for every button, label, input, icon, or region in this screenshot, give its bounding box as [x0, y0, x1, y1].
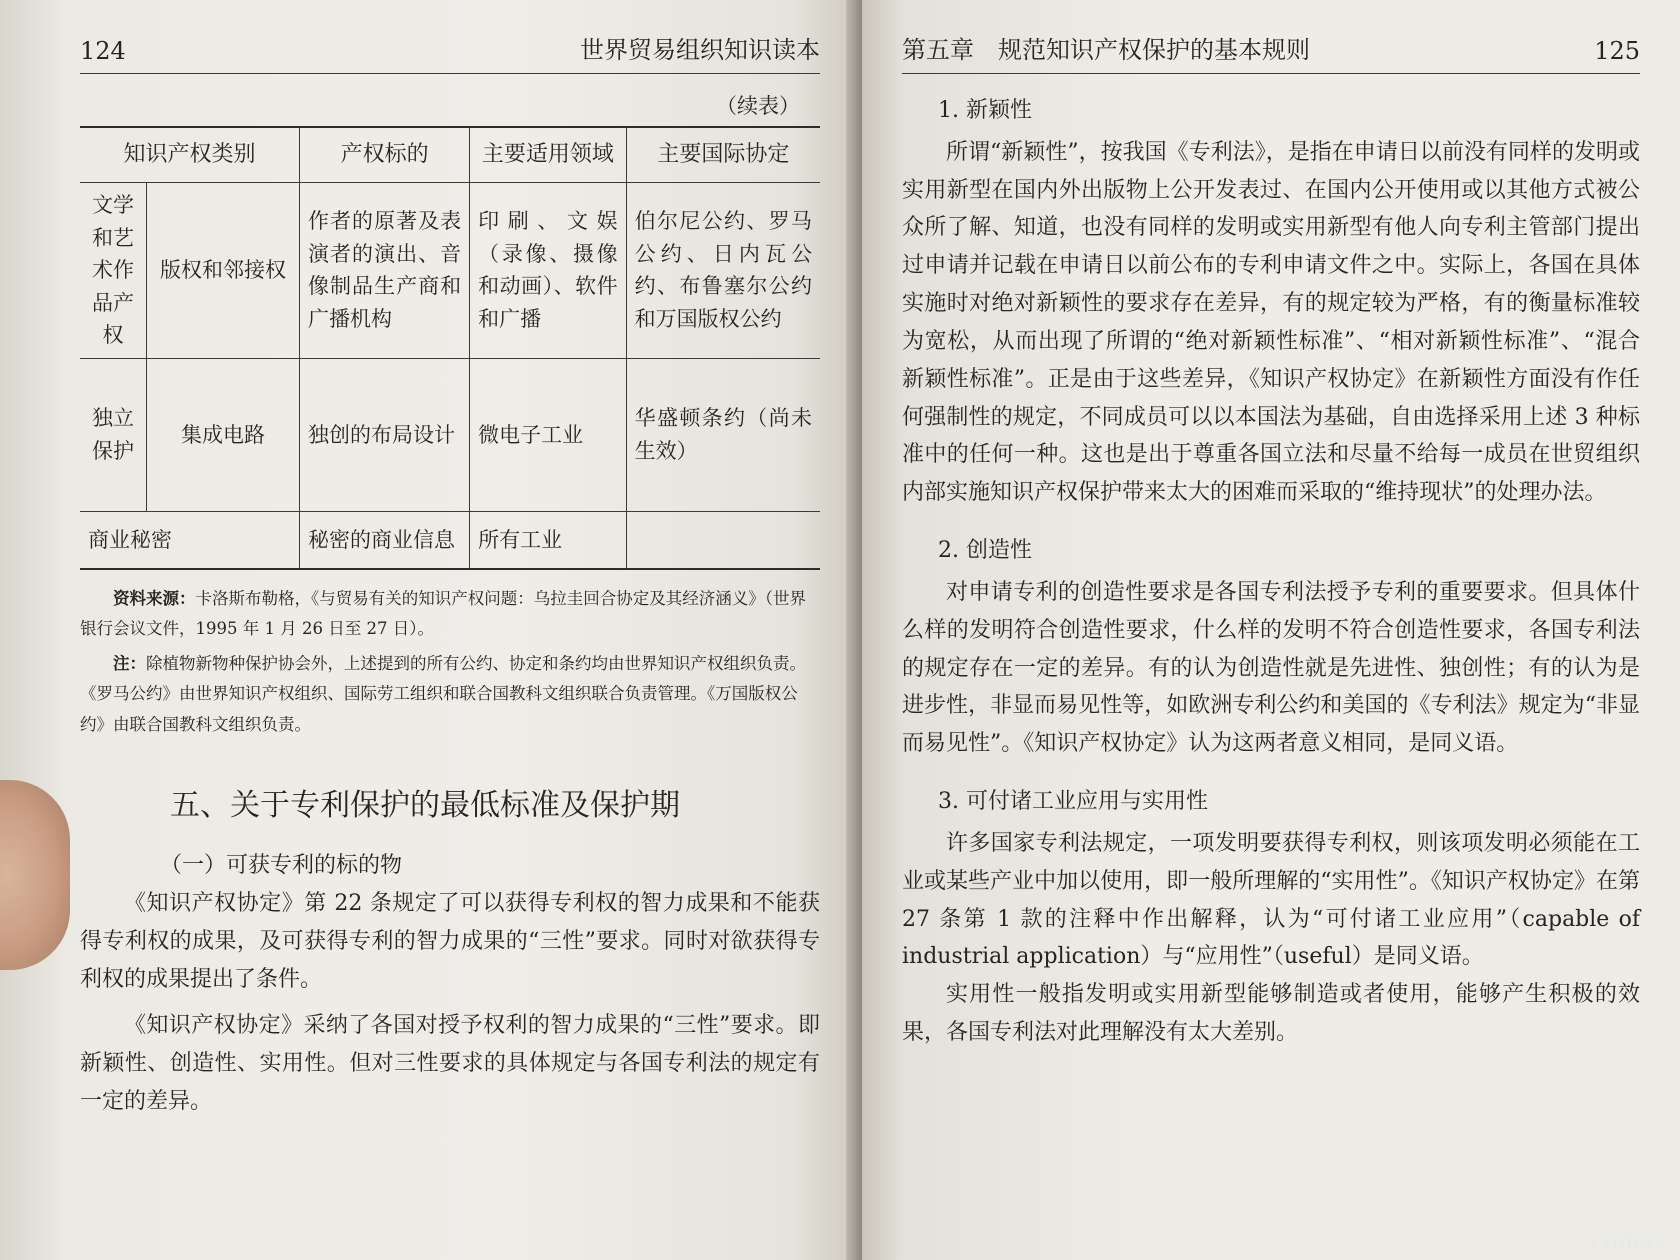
- table-row: [80, 358, 820, 511]
- watermark-text: cruboy: [1591, 1230, 1666, 1254]
- right-page-header: [902, 30, 1640, 74]
- right-body-text: [902, 92, 1640, 1052]
- subheading-novelty: 1. 新颖性: [938, 98, 1032, 123]
- table-footnote: [80, 649, 820, 741]
- paragraph: 所谓“新颖性”，按我国《专利法》，是指在申请日以前没有同样的发明或实用新型在国内外出版物上公开发表过、在国内公开使用或以其他方式被公众所了解、知道，也没有同样的发明或实用新型有他人向专利主管部门提出过申请并记载在申请日以前公布的专利申请文件之中。实际上，各国在具体实施时对绝对新颖性的要求存在差异，有的规定较为严格，有的衡量标准较为宽松，从而出现了所谓的“绝对新颖性标准”、“相对新颖性标准”、“混合新颖性标准”。正是由于这些差异，《知识产权协定》在新颖性方面没有作任何强制性的规定，不同成员可以以本国法为基础，自由选择采用上述 3 种标准中的任何一种。这也是出于尊重各国立法和尽量不给每一成员在世贸组织内部实施知识产权保护带来太大的困难而采取的“维持现状”的处理办法。: [902, 139, 1640, 506]
- table-cell-agreement: 伯尔尼公约、罗马公约、日内瓦公约、布鲁塞尔公约和万国版权公约: [626, 183, 820, 359]
- table-source-note: [80, 584, 820, 645]
- table-cell-field: 微电子工业: [470, 358, 627, 511]
- source-text: 卡洛斯布勒格，《与贸易有关的知识产权问题：乌拉圭回合协定及其经济涵义》（世界银行会议文件，1995 年 1 月 26 日至 27 日）。: [80, 588, 806, 639]
- table-cell-field: 所有工业: [470, 511, 627, 569]
- table-cell-subject: 独创的布局设计: [300, 358, 470, 511]
- ip-category-table: [80, 126, 820, 570]
- table-header-cell: 主要适用领域: [470, 127, 627, 183]
- subheading-utility: 3. 可付诸工业应用与实用性: [938, 789, 1208, 815]
- table-cell-type: 集成电路: [147, 358, 300, 511]
- paragraph: 《知识产权协定》第 22 条规定了可以获得专利权的智力成果和不能获得专利权的成果，及可获得专利的智力成果的“三性”要求。同时对欲获得专利权的成果提出了条件。: [80, 891, 820, 993]
- table-row: [80, 511, 820, 569]
- thumb-shape: [0, 780, 70, 970]
- left-body-text: [80, 885, 820, 1120]
- table-continued-label: （续表）: [716, 94, 800, 118]
- paragraph: 对申请专利的创造性要求是各国专利法授予专利的重要要求。但具体什么样的发明符合创造性要求，什么样的发明不符合创造性要求，各国专利法的规定存在一定的差异。有的认为创造性就是先进性、独创性；有的认为是进步性，非显而易见性等，如欧洲专利公约和美国的《专利法》规定为“非显而易见性”。《知识产权协定》认为这两者意义相同，是同义语。: [902, 579, 1640, 757]
- note-text: 除植物新物种保护协会外，上述提到的所有公约、协定和条约均由世界知识产权组织负责。《罗马公约》由世界知识产权组织、国际劳工组织和联合国教科文组织联合负责管理。《万国版权公约》由联合国教科文组织负责。: [80, 653, 806, 734]
- right-page: [862, 0, 1680, 1260]
- table-cell-category: 文学和艺术作品产权: [80, 183, 147, 359]
- table-cell-category: 商业秘密: [80, 511, 300, 569]
- table-cell-agreement: 华盛顿条约（尚未生效）: [626, 358, 820, 511]
- paragraph: 实用性一般指发明或实用新型能够制造或者使用，能够产生积极的效果，各国专利法对此理解没有太大差别。: [902, 982, 1640, 1046]
- subsection-heading: （一）可获专利的标的物: [160, 853, 403, 879]
- left-page-header: [80, 30, 820, 74]
- table-cell-agreement: [626, 511, 820, 569]
- source-label: 资料来源：: [113, 588, 196, 608]
- table-header-cell: 知识产权类别: [80, 127, 300, 183]
- paragraph: 许多国家专利法规定，一项发明要获得专利权，则该项发明必须能在工业或某些产业中加以使用，即一般所理解的“实用性”。《知识产权协定》在第 27 条第 1 款的注释中作出解释，认为“可付诸工业应用”（capable of industrial application）与“应用性”（useful）是同义语。: [902, 830, 1640, 970]
- subheading-creativity: 2. 创造性: [938, 538, 1032, 564]
- note-label: 注：: [113, 653, 146, 673]
- table-header-cell: 产权标的: [300, 127, 470, 183]
- left-running-title: 世界贸易组织知识读本: [580, 36, 820, 64]
- table-cell-field: 印刷、文娱（录像、摄像和动画）、软件和广播: [470, 183, 627, 359]
- right-page-number: 125: [1594, 37, 1640, 65]
- table-cell-subject: 秘密的商业信息: [300, 511, 470, 569]
- table-header-cell: 主要国际协定: [626, 127, 820, 183]
- table-header-row: [80, 127, 820, 183]
- table-row: [80, 183, 820, 359]
- section-heading: 五、关于专利保护的最低标准及保护期: [170, 788, 680, 824]
- left-page-number: 124: [80, 37, 126, 65]
- table-cell-category: 独立保护: [80, 358, 147, 511]
- paragraph: 《知识产权协定》采纳了各国对授予权利的智力成果的“三性”要求。即新颖性、创造性、实用性。但对三性要求的具体规定与各国专利法的规定有一定的差异。: [80, 1012, 820, 1114]
- table-cell-type: 版权和邻接权: [147, 183, 300, 359]
- chapter-running-title: 第五章 规范知识产权保护的基本规则: [902, 36, 1310, 64]
- table-cell-subject: 作者的原著及表演者的演出、音像制品生产商和广播机构: [300, 183, 470, 359]
